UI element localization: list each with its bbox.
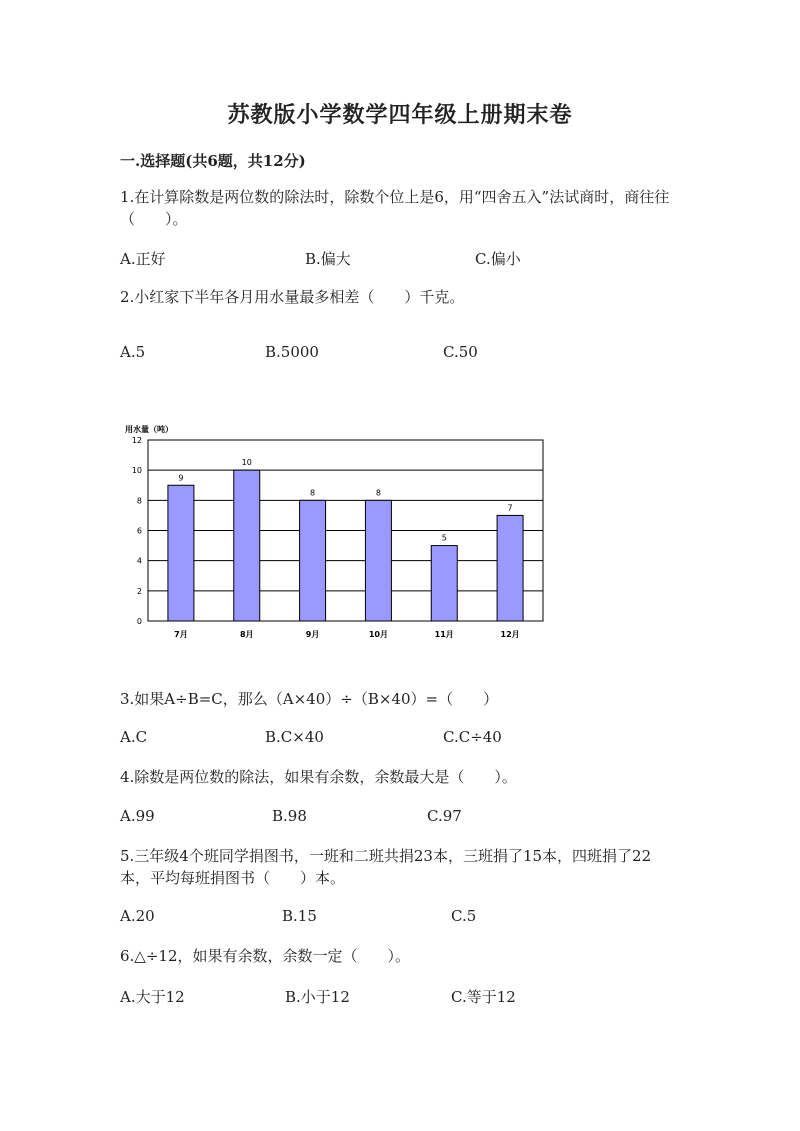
q3-option-a[interactable]: A.C [120,728,148,746]
y-tick-label: 10 [131,466,142,476]
data-label: 10 [241,458,252,468]
data-label: 8 [375,488,381,498]
question-2-stem: 2.小红家下半年各月用水量最多相差（ ）千克。 [120,288,465,306]
question-5-stem: 5.三年级4个班同学捐图书，一班和二班共捐23本，三班捐了15本，四班捐了22本，平均每班捐图书（ ）本。 [120,847,652,887]
water-usage-bar-chart [118,418,558,648]
page-title: 苏教版小学数学四年级上册期末卷 [227,102,573,128]
q4-option-c[interactable]: C.97 [427,807,462,825]
q1-option-b[interactable]: B.偏大 [305,250,351,268]
question-3-stem: 3.如果A÷B=C，那么（A×40）÷（B×40）=（ ） [120,690,499,708]
q3-option-b[interactable]: B.C×40 [265,728,324,746]
q6-option-a[interactable]: A.大于12 [120,988,185,1006]
q1-option-c[interactable]: C.偏小 [475,250,521,268]
x-tick-label: 7月 [174,630,188,639]
y-tick-label: 6 [136,526,142,536]
question-6-stem: 6.△÷12，如果有余数，余数一定（ ）。 [120,947,411,965]
q1-option-a[interactable]: A.正好 [120,250,166,268]
y-tick-label: 8 [136,496,142,506]
data-label: 7 [507,503,513,513]
x-tick-label: 8月 [239,630,254,639]
q2-option-b[interactable]: B.5000 [265,343,319,361]
y-axis-label: 用水量（吨） [125,425,173,434]
x-tick-label: 11月 [434,630,454,639]
q2-option-a[interactable]: A.5 [120,343,146,361]
q6-option-b[interactable]: B.小于12 [285,988,350,1006]
section-heading: 一.选择题(共6题，共12分) [120,152,306,170]
data-label: 5 [441,533,447,543]
q4-option-b[interactable]: B.98 [272,807,307,825]
y-tick-label: 12 [131,436,142,445]
data-label: 8 [310,488,316,498]
data-label: 9 [178,473,184,483]
q5-option-b[interactable]: B.15 [282,907,317,925]
bar [234,470,260,621]
q3-option-c[interactable]: C.C÷40 [443,728,502,746]
q4-option-a[interactable]: A.99 [120,807,155,825]
question-1-stem: 1.在计算除数是两位数的除法时，除数个位上是6，用“四舍五入”法试商时，商往往（ ）。 [120,188,670,228]
y-tick-label: 2 [136,586,142,596]
x-tick-label: 10月 [368,630,388,639]
bar [300,500,326,621]
y-tick-label: 0 [136,617,142,626]
q6-option-c[interactable]: C.等于12 [451,988,516,1006]
bar [365,500,391,621]
q2-option-c[interactable]: C.50 [443,343,478,361]
q5-option-c[interactable]: C.5 [451,907,477,925]
x-tick-label: 9月 [305,630,320,639]
bar [168,485,194,621]
y-tick-label: 4 [136,556,142,566]
x-tick-label: 12月 [500,630,520,639]
question-4-stem: 4.除数是两位数的除法，如果有余数，余数最大是（ ）。 [120,768,517,786]
bar [497,515,523,621]
q5-option-a[interactable]: A.20 [120,907,155,925]
bar [431,546,457,621]
